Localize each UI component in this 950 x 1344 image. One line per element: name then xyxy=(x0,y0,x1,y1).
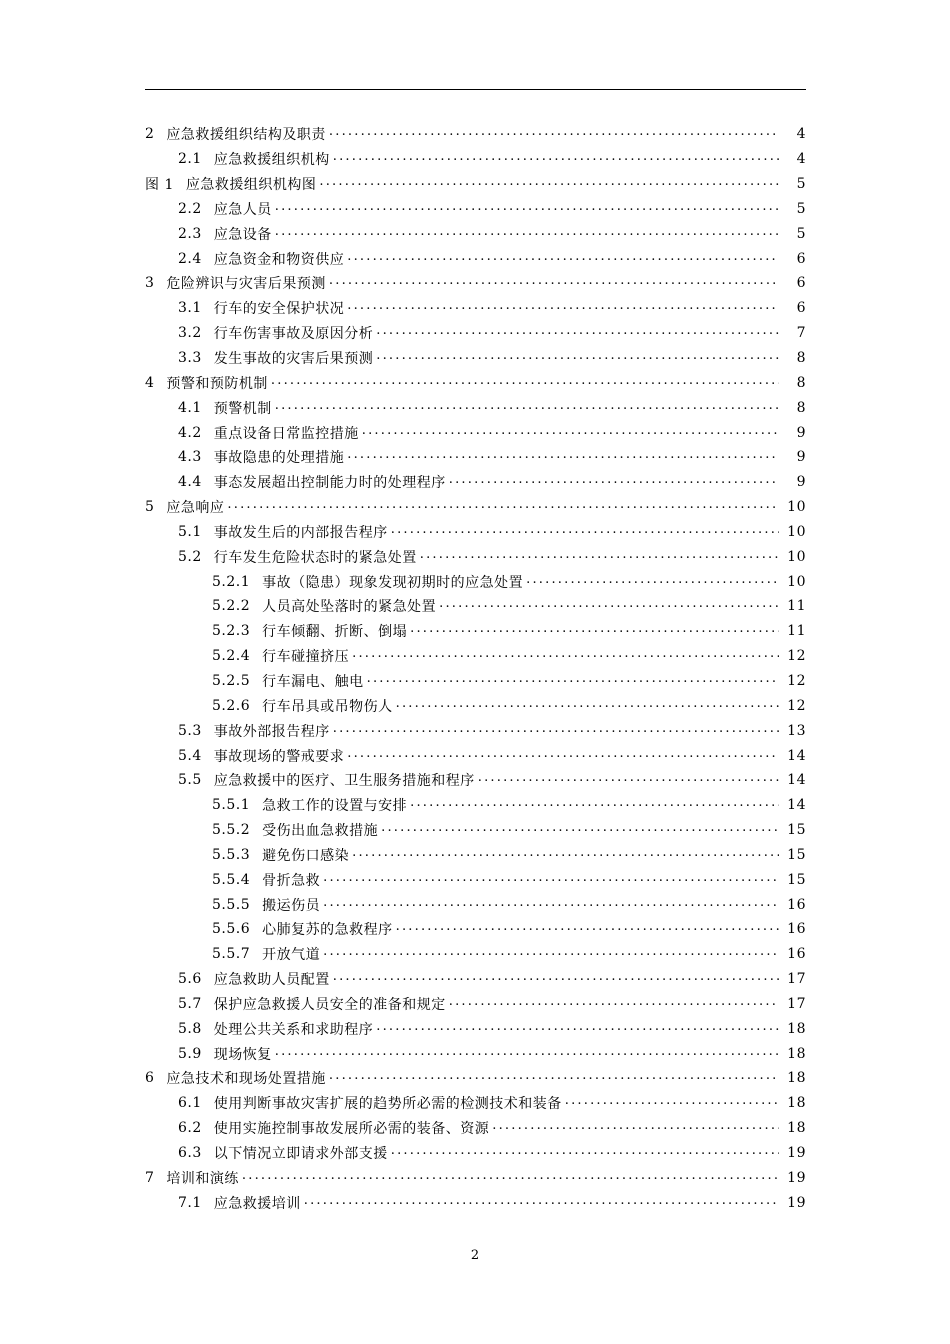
toc-entry[interactable] xyxy=(0,1066,950,1091)
toc-entry[interactable] xyxy=(0,470,950,495)
toc-entry[interactable] xyxy=(0,619,950,644)
toc-entry-title: 行车倾翻、折断、倒塌 xyxy=(262,624,408,641)
toc-entry[interactable] xyxy=(0,594,950,619)
toc-entry-number: 3 xyxy=(145,275,155,292)
toc-entry-title: 受伤出血急救措施 xyxy=(262,823,379,840)
toc-entry-title: 事故（隐患）现象发现初期时的应急处置 xyxy=(262,574,524,591)
toc-entry-number: 5.2.2 xyxy=(212,598,251,615)
toc-dot-leader xyxy=(376,325,779,341)
toc-entry-number: 5.2.3 xyxy=(212,623,251,640)
toc-dot-leader xyxy=(410,623,779,639)
toc-entry-title: 行车碰撞挤压 xyxy=(262,649,350,666)
toc-entry-title: 现场恢复 xyxy=(213,1046,272,1063)
toc-dot-leader xyxy=(347,300,779,316)
toc-dot-leader xyxy=(275,226,779,242)
toc-dot-leader xyxy=(329,1070,779,1086)
toc-entry[interactable] xyxy=(0,395,950,420)
toc-entry-page: 9 xyxy=(796,449,806,466)
toc-entry-title: 行车吊具或吊物伤人 xyxy=(262,698,393,715)
toc-entry-number: 5 xyxy=(145,499,155,516)
toc-entry-title: 急救工作的设置与安排 xyxy=(262,798,408,815)
toc-entry-number: 4 xyxy=(145,374,155,391)
toc-entry-page: 19 xyxy=(787,1169,806,1186)
toc-entry[interactable] xyxy=(0,321,950,346)
toc-entry-number: 4.1 xyxy=(178,399,202,416)
toc-entry-number: 5.5.7 xyxy=(212,946,251,963)
toc-entry-number: 5.5.2 xyxy=(212,822,251,839)
toc-entry-title: 事故外部报告程序 xyxy=(213,723,330,740)
toc-entry-page: 18 xyxy=(787,1020,806,1037)
toc-entry[interactable] xyxy=(0,246,950,271)
toc-dot-leader xyxy=(391,524,779,540)
toc-entry-number: 5.7 xyxy=(178,995,202,1012)
toc-entry[interactable] xyxy=(0,544,950,569)
toc-entry[interactable] xyxy=(0,1141,950,1166)
toc-entry-number: 5.2.4 xyxy=(212,648,251,665)
toc-entry[interactable] xyxy=(0,818,950,843)
toc-dot-leader xyxy=(396,921,779,937)
toc-entry-title: 应急救助人员配置 xyxy=(213,972,330,989)
toc-entry-number: 5.5.4 xyxy=(212,871,251,888)
toc-entry[interactable] xyxy=(0,768,950,793)
toc-entry-title: 心肺复苏的急救程序 xyxy=(262,922,393,939)
toc-entry-page: 16 xyxy=(787,896,806,913)
toc-dot-leader xyxy=(391,1145,779,1161)
toc-entry[interactable] xyxy=(0,1116,950,1141)
toc-dot-leader xyxy=(319,176,779,192)
toc-entry[interactable] xyxy=(0,1190,950,1215)
toc-entry-title: 应急响应 xyxy=(166,500,225,517)
toc-dot-leader xyxy=(352,648,779,664)
toc-entry[interactable] xyxy=(0,892,950,917)
toc-entry-number: 5.2.1 xyxy=(212,573,251,590)
toc-entry-title: 使用判断事故灾害扩展的趋势所必需的检测技术和装备 xyxy=(213,1096,562,1113)
toc-entry-number: 6 xyxy=(145,1070,155,1087)
toc-entry-title: 预警机制 xyxy=(213,400,272,417)
toc-dot-leader xyxy=(347,251,779,267)
toc-entry-title: 应急人员 xyxy=(213,201,272,218)
toc-dot-leader xyxy=(275,201,779,217)
toc-dot-leader xyxy=(323,897,779,913)
toc-dot-leader xyxy=(271,375,779,391)
toc-entry-title: 使用实施控制事故发展所必需的装备、资源 xyxy=(213,1121,490,1138)
toc-entry-number: 4.3 xyxy=(178,449,202,466)
toc-entry-number: 5.2 xyxy=(178,548,202,565)
toc-entry[interactable] xyxy=(0,420,950,445)
toc-entry-page: 6 xyxy=(796,275,806,292)
toc-entry-page: 10 xyxy=(787,548,806,565)
toc-entry-page: 5 xyxy=(796,176,806,193)
toc-entry-title: 避免伤口感染 xyxy=(262,847,350,864)
toc-entry-number: 6.2 xyxy=(178,1120,202,1137)
toc-entry-page: 15 xyxy=(787,846,806,863)
toc-entry-page: 17 xyxy=(787,971,806,988)
toc-entry-title: 重点设备日常监控措施 xyxy=(213,425,359,442)
toc-entry[interactable] xyxy=(0,1165,950,1190)
toc-entry-title: 事故隐患的处理措施 xyxy=(213,450,345,467)
toc-entry-number: 6.3 xyxy=(178,1145,202,1162)
toc-entry-title: 应急救援组织结构及职责 xyxy=(166,127,326,144)
toc-entry[interactable] xyxy=(0,793,950,818)
toc-entry-page: 11 xyxy=(787,623,806,640)
toc-entry-number: 5.8 xyxy=(178,1020,202,1037)
toc-entry[interactable] xyxy=(0,718,950,743)
toc-entry-title: 搬运伤员 xyxy=(262,897,321,914)
toc-entry[interactable] xyxy=(0,221,950,246)
toc-entry-page: 13 xyxy=(787,722,806,739)
toc-entry[interactable] xyxy=(0,917,950,942)
toc-entry-page: 14 xyxy=(787,797,806,814)
toc-dot-leader xyxy=(478,772,779,788)
toc-dot-leader xyxy=(329,275,779,291)
toc-dot-leader xyxy=(347,449,779,465)
toc-entry-page: 18 xyxy=(787,1120,806,1137)
toc-entry-number: 图 1 xyxy=(145,177,174,194)
toc-entry-title: 人员高处坠落时的紧急处置 xyxy=(262,599,437,616)
toc-entry-number: 6.1 xyxy=(178,1095,202,1112)
toc-entry[interactable] xyxy=(0,669,950,694)
toc-dot-leader xyxy=(329,126,779,142)
toc-dot-leader xyxy=(347,748,779,764)
toc-entry-page: 14 xyxy=(787,772,806,789)
toc-entry-page: 8 xyxy=(796,374,806,391)
toc-entry-page: 12 xyxy=(787,672,806,689)
toc-entry-page: 10 xyxy=(787,573,806,590)
toc-entry-page: 6 xyxy=(796,250,806,267)
toc-entry-title: 事态发展超出控制能力时的处理程序 xyxy=(213,475,446,492)
toc-entry[interactable] xyxy=(0,495,950,520)
toc-entry-number: 3.1 xyxy=(178,300,202,317)
toc-entry-number: 2.3 xyxy=(178,225,202,242)
toc-entry-page: 12 xyxy=(787,697,806,714)
toc-entry-title: 行车的安全保护状况 xyxy=(213,301,345,318)
toc-entry-page: 9 xyxy=(796,474,806,491)
toc-dot-leader xyxy=(376,1021,779,1037)
toc-entry-number: 2.4 xyxy=(178,250,202,267)
header-rule xyxy=(145,89,806,90)
toc-entry-page: 4 xyxy=(796,126,806,143)
toc-entry[interactable] xyxy=(0,147,950,172)
toc-entry-number: 2.2 xyxy=(178,200,202,217)
toc-entry-page: 16 xyxy=(787,946,806,963)
toc-entry-title: 预警和预防机制 xyxy=(166,375,268,392)
toc-entry[interactable] xyxy=(0,296,950,321)
toc-entry-page: 17 xyxy=(787,995,806,1012)
toc-entry-title: 行车伤害事故及原因分析 xyxy=(213,326,374,343)
toc-entry-title: 行车漏电、触电 xyxy=(262,673,364,690)
toc-entry-page: 18 xyxy=(787,1045,806,1062)
toc-entry[interactable] xyxy=(0,992,950,1017)
toc-entry[interactable] xyxy=(0,743,950,768)
toc-entry[interactable] xyxy=(0,520,950,545)
toc-entry-page: 19 xyxy=(787,1194,806,1211)
toc-entry-title: 事故发生后的内部报告程序 xyxy=(213,524,388,541)
toc-entry-page: 9 xyxy=(796,424,806,441)
toc-dot-leader xyxy=(565,1095,779,1111)
toc-entry[interactable] xyxy=(0,370,950,395)
toc-entry[interactable] xyxy=(0,693,950,718)
toc-dot-leader xyxy=(420,549,779,565)
toc-entry-number: 4.2 xyxy=(178,424,202,441)
toc-entry-title: 发生事故的灾害后果预测 xyxy=(213,351,374,368)
toc-entry-number: 5.5.3 xyxy=(212,846,251,863)
toc-entry-title: 应急救援培训 xyxy=(213,1195,301,1212)
toc-dot-leader xyxy=(410,797,779,813)
toc-entry-page: 11 xyxy=(787,598,806,615)
toc-entry-title: 应急救援中的医疗、卫生服务措施和程序 xyxy=(213,773,475,790)
toc-dot-leader xyxy=(242,1170,779,1186)
toc-dot-leader xyxy=(492,1120,779,1136)
toc-dot-leader xyxy=(367,673,779,689)
toc-entry-number: 3.3 xyxy=(178,350,202,367)
toc-entry-title: 应急资金和物资供应 xyxy=(213,251,345,268)
toc-entry-title: 开放气道 xyxy=(262,947,321,964)
toc-entry-page: 18 xyxy=(787,1095,806,1112)
toc-entry-number: 4.4 xyxy=(178,474,202,491)
toc-entry-number: 7 xyxy=(145,1169,155,1186)
toc-entry-number: 5.5.6 xyxy=(212,921,251,938)
toc-entry-number: 5.9 xyxy=(178,1045,202,1062)
toc-entry-title: 应急救援组织机构图 xyxy=(185,177,317,194)
toc-entry-page: 4 xyxy=(796,151,806,168)
toc-entry-number: 5.5.1 xyxy=(212,797,251,814)
toc-entry-title: 培训和演练 xyxy=(166,1170,239,1187)
toc-entry-title: 危险辨识与灾害后果预测 xyxy=(166,276,326,293)
toc-entry[interactable] xyxy=(0,1091,950,1116)
toc-entry-title: 应急救援组织机构 xyxy=(213,152,330,169)
toc-entry-page: 5 xyxy=(796,225,806,242)
toc-entry[interactable] xyxy=(0,346,950,371)
page-number: 2 xyxy=(470,1248,480,1263)
toc-dot-leader xyxy=(275,1046,779,1062)
table-of-contents xyxy=(0,122,950,1215)
toc-dot-leader xyxy=(333,723,779,739)
toc-dot-leader xyxy=(275,400,779,416)
toc-entry-title: 骨折急救 xyxy=(262,872,321,889)
toc-entry[interactable] xyxy=(0,445,950,470)
toc-entry-number: 5.5 xyxy=(178,772,202,789)
toc-dot-leader xyxy=(376,350,779,366)
toc-entry-page: 19 xyxy=(787,1145,806,1162)
toc-entry-page: 14 xyxy=(787,747,806,764)
toc-entry-number: 5.3 xyxy=(178,722,202,739)
toc-dot-leader xyxy=(323,946,779,962)
toc-dot-leader xyxy=(396,698,779,714)
toc-entry-title: 以下情况立即请求外部支援 xyxy=(213,1146,388,1163)
toc-entry-page: 10 xyxy=(787,499,806,516)
toc-entry-page: 18 xyxy=(787,1070,806,1087)
toc-dot-leader xyxy=(362,425,779,441)
toc-dot-leader xyxy=(381,822,779,838)
toc-entry-number: 2.1 xyxy=(178,151,202,168)
toc-entry-title: 保护应急救援人员安全的准备和规定 xyxy=(213,996,446,1013)
toc-entry-number: 5.2.6 xyxy=(212,697,251,714)
toc-entry[interactable] xyxy=(0,942,950,967)
toc-entry[interactable] xyxy=(0,644,950,669)
toc-entry-number: 2 xyxy=(145,126,155,143)
toc-entry-page: 8 xyxy=(796,350,806,367)
toc-dot-leader xyxy=(449,474,779,490)
toc-entry-page: 15 xyxy=(787,871,806,888)
toc-dot-leader xyxy=(323,872,779,888)
toc-dot-leader xyxy=(449,996,779,1012)
toc-entry-number: 5.5.5 xyxy=(212,896,251,913)
toc-entry-number: 5.6 xyxy=(178,971,202,988)
toc-dot-leader xyxy=(333,151,779,167)
toc-entry-page: 7 xyxy=(796,325,806,342)
toc-dot-leader xyxy=(526,574,779,590)
toc-entry-number: 5.2.5 xyxy=(212,672,251,689)
toc-dot-leader xyxy=(227,499,779,515)
toc-entry-title: 处理公共关系和求助程序 xyxy=(213,1021,374,1038)
toc-entry[interactable] xyxy=(0,842,950,867)
toc-entry-page: 10 xyxy=(787,523,806,540)
toc-entry[interactable] xyxy=(0,967,950,992)
toc-entry[interactable] xyxy=(0,1041,950,1066)
toc-entry[interactable] xyxy=(0,1016,950,1041)
toc-entry-page: 5 xyxy=(796,200,806,217)
toc-dot-leader xyxy=(439,598,779,614)
toc-entry-title: 事故现场的警戒要求 xyxy=(213,748,345,765)
toc-dot-leader xyxy=(352,847,779,863)
toc-entry-title: 应急设备 xyxy=(213,226,272,243)
toc-entry-page: 16 xyxy=(787,921,806,938)
toc-entry-page: 8 xyxy=(796,399,806,416)
toc-entry[interactable] xyxy=(0,172,950,197)
toc-entry-title: 应急技术和现场处置措施 xyxy=(166,1071,326,1088)
toc-dot-leader xyxy=(333,971,779,987)
toc-entry-page: 12 xyxy=(787,648,806,665)
toc-entry-title: 行车发生危险状态时的紧急处置 xyxy=(213,549,417,566)
toc-entry-number: 5.4 xyxy=(178,747,202,764)
toc-entry[interactable] xyxy=(0,197,950,222)
toc-entry-page: 15 xyxy=(787,822,806,839)
toc-entry[interactable] xyxy=(0,569,950,594)
toc-entry-number: 5.1 xyxy=(178,523,202,540)
toc-entry-page: 6 xyxy=(796,300,806,317)
toc-dot-leader xyxy=(304,1195,779,1211)
toc-entry-number: 3.2 xyxy=(178,325,202,342)
toc-entry-number: 7.1 xyxy=(178,1194,202,1211)
toc-entry[interactable] xyxy=(0,122,950,147)
toc-entry[interactable] xyxy=(0,271,950,296)
toc-entry[interactable] xyxy=(0,867,950,892)
